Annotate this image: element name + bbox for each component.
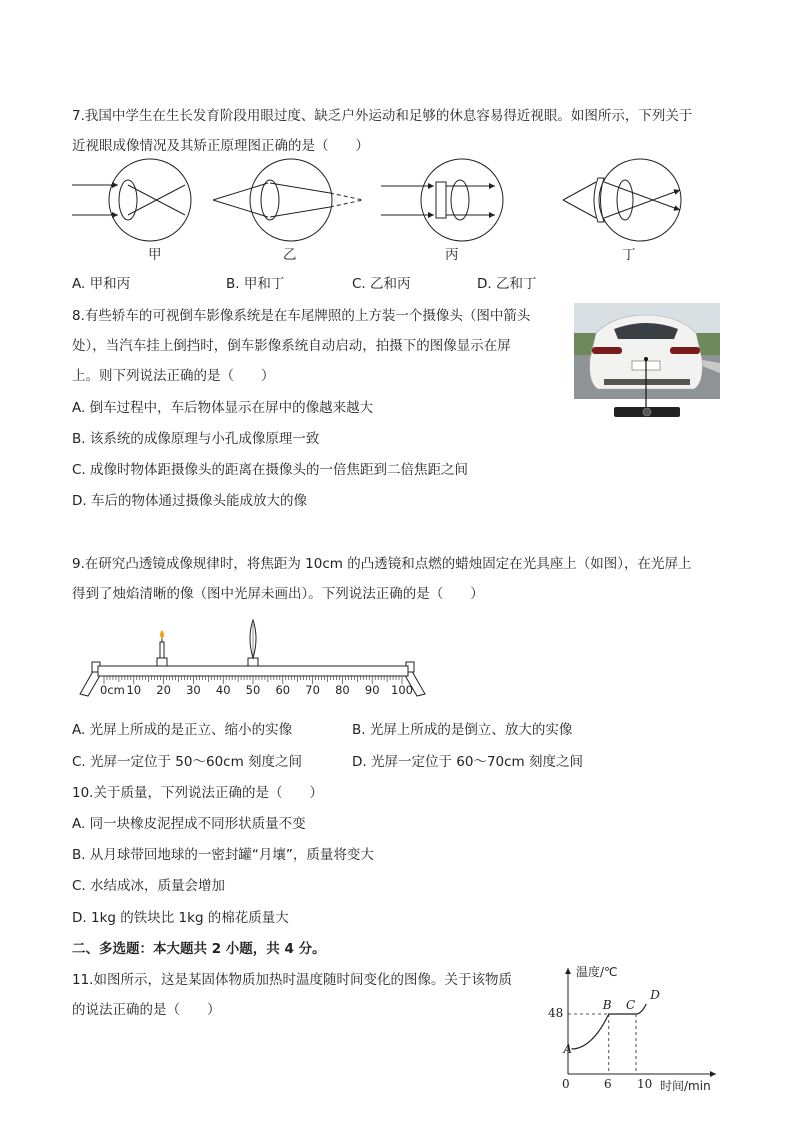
eye-diagram-bing	[381, 159, 503, 241]
q7-label-yi: 乙	[283, 247, 297, 263]
q8-option-d[interactable]: D. 车后的物体通过摄像头能成放大的像	[72, 493, 307, 509]
q8-text-line2: 处），当汽车挂上倒挡时，倒车影像系统自动启动，拍摄下的图像显示在屏	[72, 338, 511, 354]
section-heading: 二、多选题：本大题共 2 小题，共 4 分。	[72, 941, 326, 957]
ruler-label-60: 60	[275, 683, 291, 697]
ruler-label-10: 10	[126, 683, 142, 697]
point-label-d: D	[650, 988, 660, 1002]
x-tick-0: 0	[562, 1077, 570, 1091]
q10-option-c[interactable]: C. 水结成冰，质量会增加	[72, 878, 226, 894]
candle	[157, 630, 167, 666]
q11-text-line1: 11.如图所示，这是某固体物质加热时温度随时间变化的图像。关于该物质	[72, 972, 512, 988]
bench-rail	[98, 666, 408, 676]
point-label-c: C	[626, 998, 636, 1012]
ruler-label-40: 40	[215, 683, 231, 697]
temperature-time-chart	[540, 962, 720, 1092]
q8-option-c[interactable]: C. 成像时物体距摄像头的距离在摄像头的一倍焦距到二倍焦距之间	[72, 462, 469, 478]
q7-text-line2: 近视眼成像情况及其矫正原理图正确的是（ ）	[72, 138, 369, 154]
q7-option-a[interactable]: A. 甲和丙	[72, 276, 131, 292]
q10-option-d[interactable]: D. 1kg 的铁块比 1kg 的棉花质量大	[72, 910, 289, 926]
q8-text-line3: 上。则下列说法正确的是（ ）	[72, 368, 275, 384]
point-label-a: A	[563, 1042, 573, 1056]
q7-label-bing: 丙	[445, 247, 459, 263]
q10-option-a[interactable]: A. 同一块橡皮泥捏成不同形状质量不变	[72, 816, 306, 832]
q7-option-d[interactable]: D. 乙和丁	[477, 276, 537, 292]
ruler-label-30: 30	[186, 683, 201, 697]
optical-bench-diagram	[74, 618, 434, 698]
eye-diagram-ding	[563, 159, 681, 241]
ruler-label-90: 90	[364, 683, 380, 697]
convex-lens	[248, 620, 258, 666]
point-label-b: B	[602, 998, 612, 1012]
ruler-label-70: 70	[305, 683, 320, 697]
ruler-label-50: 50	[245, 683, 261, 697]
ruler-label-100: 100	[391, 683, 413, 697]
q7-eye-diagrams	[0, 160, 794, 260]
ruler-labels	[100, 683, 413, 697]
q9-text-line1: 9.在研究凸透镜成像规律时，将焦距为 10cm 的凸透镜和点燃的蜡烛固定在光具座上（如图），在光屏上	[72, 556, 692, 572]
q11-text-line2: 的说法正确的是（ ）	[72, 1002, 221, 1018]
q8-option-b[interactable]: B. 该系统的成像原理与小孔成像原理一致	[72, 431, 320, 447]
y-tick-48: 48	[548, 1006, 564, 1020]
q9-text-line2: 得到了烛焰清晰的像（图中光屏未画出）。下列说法正确的是（ ）	[72, 586, 484, 602]
car-rear-camera-photo	[574, 303, 720, 421]
x-tick-6: 6	[604, 1077, 612, 1091]
eye-diagram-jia	[72, 159, 191, 241]
q7-text-line1: 7.我国中学生在生长发育阶段用眼过度、缺乏户外运动和足够的休息容易得近视眼。如图所示，下列关于	[72, 108, 693, 124]
q9-option-d[interactable]: D. 光屏一定位于 60～70cm 刻度之间	[352, 754, 583, 770]
q9-option-c[interactable]: C. 光屏一定位于 50～60cm 刻度之间	[72, 754, 303, 770]
q9-option-a[interactable]: A. 光屏上所成的是正立、缩小的实像	[72, 722, 293, 738]
candle-flame	[160, 630, 164, 639]
q7-option-b[interactable]: B. 甲和丁	[226, 276, 285, 292]
q10-text-line1: 10.关于质量，下列说法正确的是（ ）	[72, 785, 323, 801]
eye-diagram-yi	[213, 159, 363, 241]
ruler-label-20: 20	[156, 683, 171, 697]
q7-label-jia: 甲	[148, 247, 162, 263]
q9-option-b[interactable]: B. 光屏上所成的是倒立、放大的实像	[352, 722, 573, 738]
y-axis-label: 温度/℃	[576, 965, 618, 979]
q7-label-ding: 丁	[622, 247, 636, 263]
q7-option-c[interactable]: C. 乙和丙	[352, 276, 411, 292]
q10-option-b[interactable]: B. 从月球带回地球的一密封罐“月壤”，质量将变大	[72, 847, 374, 863]
ruler-label-0: 0cm	[100, 683, 125, 697]
ruler-label-80: 80	[335, 683, 350, 697]
q8-option-a[interactable]: A. 倒车过程中，车后物体显示在屏中的像越来越大	[72, 400, 374, 416]
q8-text-line1: 8.有些轿车的可视倒车影像系统是在车尾牌照的上方装一个摄像头（图中箭头	[72, 308, 531, 324]
x-tick-10: 10	[637, 1077, 653, 1091]
x-axis-label: 时间/min	[660, 1079, 711, 1093]
